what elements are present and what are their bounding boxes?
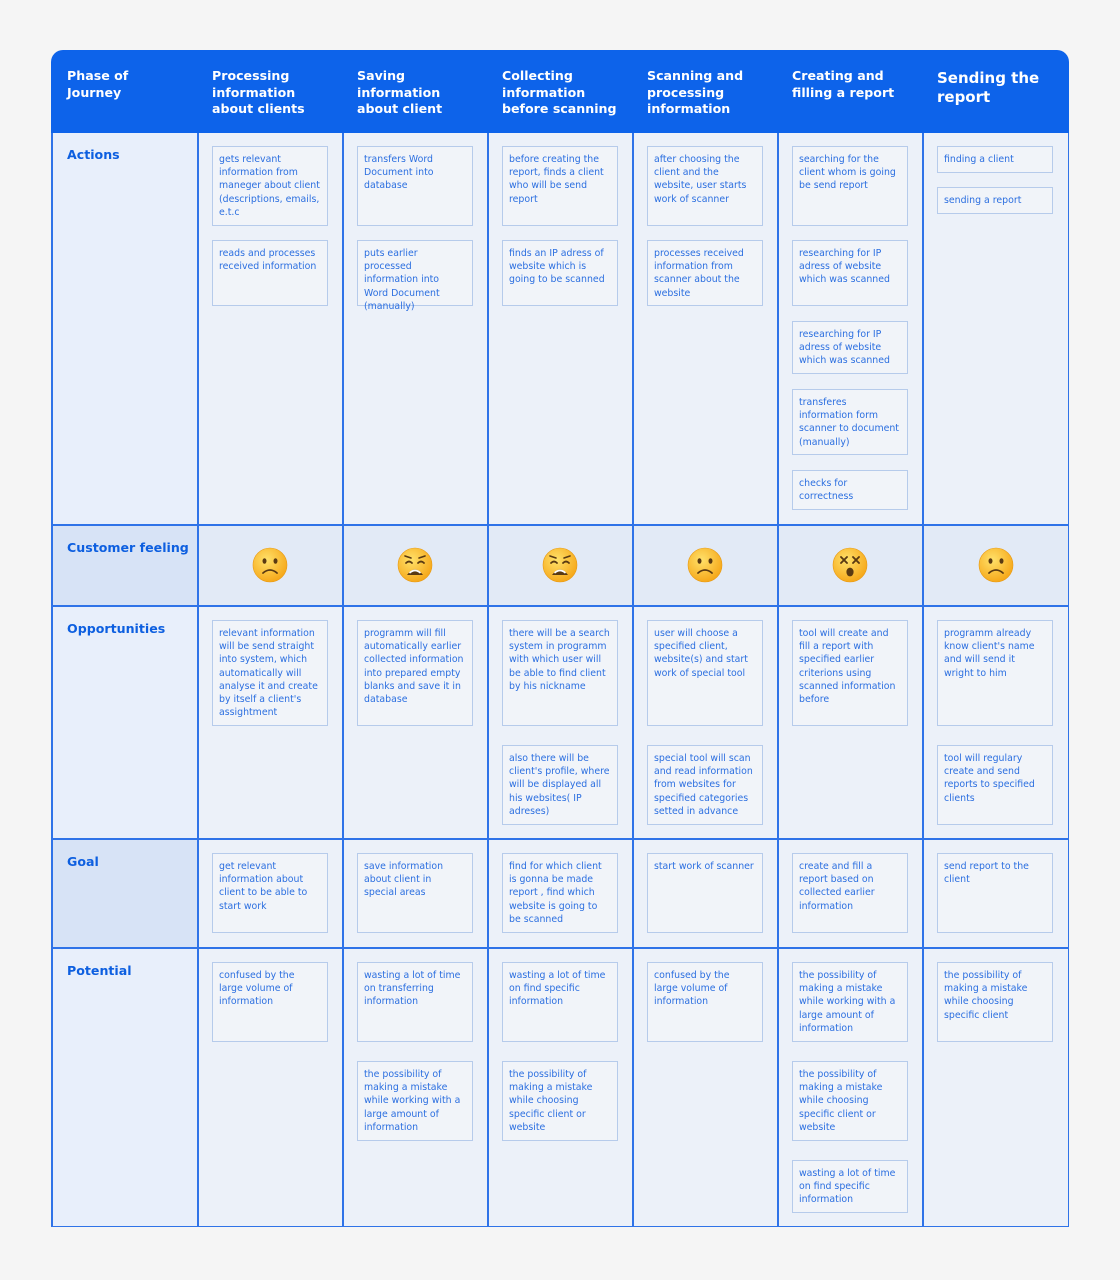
- grid-row-divider: [51, 524, 1069, 526]
- goal-card: save information about client in special areas: [357, 853, 473, 933]
- actions-card: before creating the report, finds a client who will be send report: [502, 146, 618, 226]
- grid-column-divider: [632, 133, 634, 1227]
- actions-card: checks for correctness: [792, 470, 908, 510]
- weary-face-icon: [542, 547, 578, 583]
- potential-card: the possibility of making a mistake while choosing specific client or website: [502, 1061, 618, 1141]
- grid-row-divider: [51, 1226, 1069, 1228]
- actions-card: transfers Word Document into database: [357, 146, 473, 226]
- actions-card: gets relevant information from maneger about client (descriptions, emails, e.t.c: [212, 146, 328, 226]
- actions-card: reads and processes received information: [212, 240, 328, 306]
- potential-card: the possibility of making a mistake while working with a large amount of information: [792, 962, 908, 1042]
- potential-card: the possibility of making a mistake while choosing specific client: [937, 962, 1053, 1042]
- dizzy-face-icon: [832, 547, 868, 583]
- actions-card: searching for the client whom is going be send report: [792, 146, 908, 226]
- actions-card: researching for IP adress of website which was scanned: [792, 240, 908, 306]
- actions-card: after choosing the client and the website, user starts work of scanner: [647, 146, 763, 226]
- grid-row-divider: [51, 838, 1069, 840]
- actions-card: transferes information form scanner to document (manually): [792, 389, 908, 455]
- opportunities-card: programm already know client's name and will send it wright to him: [937, 620, 1053, 726]
- goal-card: find for which client is gonna be made report , find which website is going to be scanned: [502, 853, 618, 933]
- header-phase-label: Phase of Journey: [67, 68, 129, 100]
- potential-card: the possibility of making a mistake while choosing specific client or website: [792, 1061, 908, 1141]
- potential-card: wasting a lot of time on find specific information: [502, 962, 618, 1042]
- opportunities-card: tool will regulary create and send reports to specified clients: [937, 745, 1053, 825]
- grid-row-divider: [51, 947, 1069, 949]
- goal-card: create and fill a report based on collected earlier information: [792, 853, 908, 933]
- row-label-actions: Actions: [67, 147, 120, 162]
- header-phase-6: Sending the report: [937, 69, 1040, 106]
- potential-card: wasting a lot of time on transferring information: [357, 962, 473, 1042]
- grid-row-divider: [51, 605, 1069, 607]
- goal-card: send report to the client: [937, 853, 1053, 933]
- goal-card: start work of scanner: [647, 853, 763, 933]
- opportunities-card: programm will fill automatically earlier collected information into prepared empty blanks and save it in database: [357, 620, 473, 726]
- row-label-opportunities: Opportunities: [67, 621, 166, 636]
- row-label-potential: Potential: [67, 963, 132, 978]
- actions-card: researching for IP adress of website which was scanned: [792, 321, 908, 374]
- actions-card: processes received information from scanner about the website: [647, 240, 763, 306]
- opportunities-card: also there will be client's profile, where will be displayed all his websites( IP adreses): [502, 745, 618, 825]
- slightly-frowning-face-icon: [978, 547, 1014, 583]
- potential-card: confused by the large volume of information: [212, 962, 328, 1042]
- actions-card: finding a client: [937, 146, 1053, 173]
- header-phase-3: Collecting information before scanning: [502, 68, 617, 116]
- actions-card: sending a report: [937, 187, 1053, 214]
- actions-card: finds an IP adress of website which is going to be scanned: [502, 240, 618, 306]
- row-label-goal: Goal: [67, 854, 99, 869]
- grid-column-divider: [487, 133, 489, 1227]
- slightly-frowning-face-icon: [687, 547, 723, 583]
- slightly-frowning-face-icon: [252, 547, 288, 583]
- actions-card: puts earlier processed information into Word Document (manually): [357, 240, 473, 306]
- grid-column-divider: [777, 133, 779, 1227]
- grid-column-divider: [1068, 133, 1070, 1227]
- header-phase-4: Scanning and processing information: [647, 68, 744, 116]
- opportunities-card: user will choose a specified client, website(s) and start work of special tool: [647, 620, 763, 726]
- grid-column-divider: [197, 133, 199, 1227]
- potential-card: confused by the large volume of information: [647, 962, 763, 1042]
- header-phase-2: Saving information about client: [357, 68, 443, 116]
- opportunities-card: there will be a search system in programm with which user will be able to find client by his nickname: [502, 620, 618, 726]
- header-bar: [51, 50, 1069, 133]
- grid-column-divider: [51, 133, 53, 1227]
- opportunities-card: special tool will scan and read information from websites for specified categories setted in advance: [647, 745, 763, 825]
- opportunities-card: tool will create and fill a report with specified earlier criterions using scanned information before: [792, 620, 908, 726]
- header-phase-1: Processing information about clients: [212, 68, 305, 116]
- row-label-cell: [51, 524, 197, 605]
- goal-card: get relevant information about client to be able to start work: [212, 853, 328, 933]
- potential-card: wasting a lot of time on find specific information: [792, 1160, 908, 1213]
- grid-column-divider: [922, 133, 924, 1227]
- grid-column-divider: [342, 133, 344, 1227]
- customer-journey-map: [51, 50, 1069, 1227]
- opportunities-card: relevant information will be send straight into system, which automatically will analyse it and create by itself a client's assightment: [212, 620, 328, 726]
- row-label-feeling: Customer feeling: [67, 540, 189, 555]
- weary-face-icon: [397, 547, 433, 583]
- row-label-cell: [51, 133, 197, 524]
- header-phase-5: Creating and filling a report: [792, 68, 895, 100]
- row-label-cell: [51, 947, 197, 1227]
- potential-card: the possibility of making a mistake while working with a large amount of information: [357, 1061, 473, 1141]
- row-label-cell: [51, 605, 197, 838]
